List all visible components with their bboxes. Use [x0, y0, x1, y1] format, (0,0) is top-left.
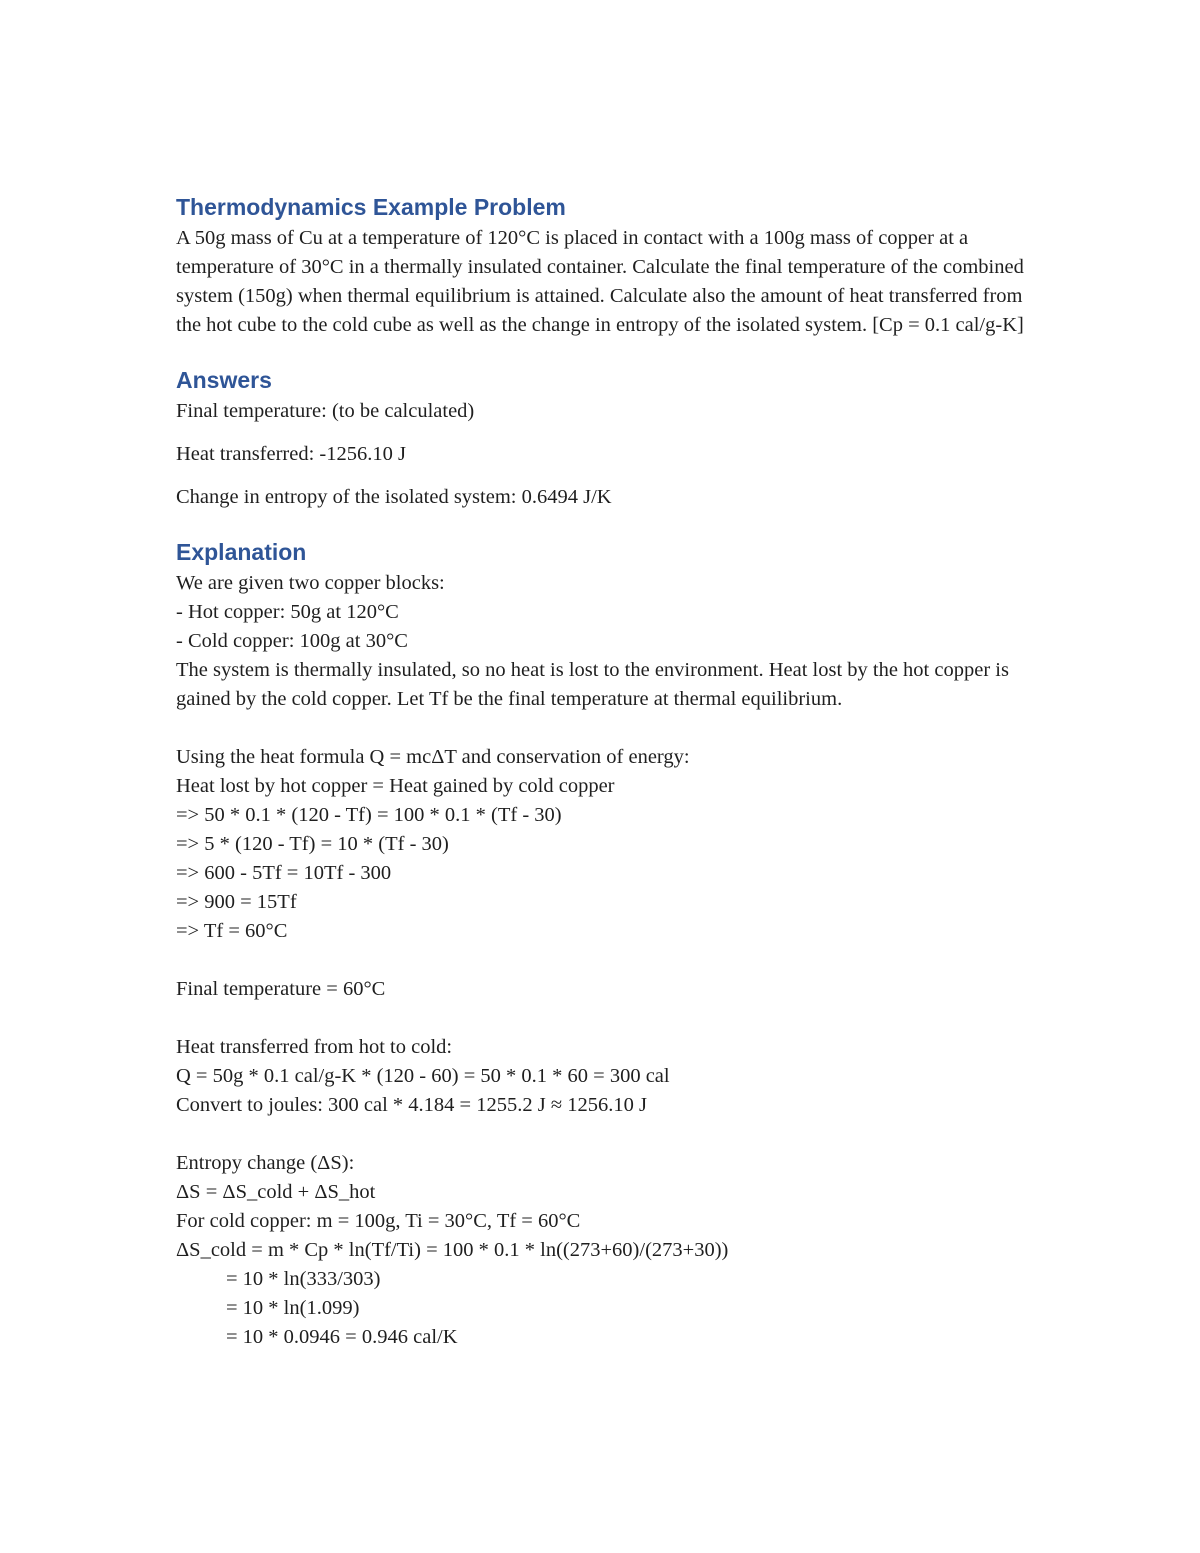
explanation-line: - Cold copper: 100g at 30°C — [176, 630, 408, 652]
entropy-indented-step: = 10 * ln(333/303) — [226, 1268, 381, 1290]
explanation-line: We are given two copper blocks: — [176, 572, 445, 594]
document-body — [176, 190, 1036, 1352]
energy-step: => 900 = 15Tf — [176, 891, 297, 913]
entropy-step: For cold copper: m = 100g, Ti = 30°C, Tf = 60°C — [176, 1210, 581, 1232]
answer-final-temperature: Final temperature: (to be calculated) — [176, 400, 475, 422]
energy-step: Using the heat formula Q = mcΔT and conservation of energy: — [176, 746, 690, 768]
explanation-heading: Explanation — [176, 539, 307, 565]
document-title: Thermodynamics Example Problem — [176, 194, 566, 220]
entropy-step: ΔS_cold = m * Cp * ln(Tf/Ti) = 100 * 0.1 * ln((273+60)/(273+30)) — [176, 1239, 729, 1261]
answers-heading: Answers — [176, 367, 272, 393]
heat-step: Convert to joules: 300 cal * 4.184 = 1255.2 J ≈ 1256.10 J — [176, 1094, 647, 1116]
explanation-line: - Hot copper: 50g at 120°C — [176, 601, 399, 623]
final-temperature-result: Final temperature = 60°C — [176, 978, 386, 1000]
entropy-indented-step: = 10 * 0.0946 = 0.946 cal/K — [226, 1326, 458, 1348]
answer-entropy-change: Change in entropy of the isolated system: 0.6494 J/K — [176, 486, 612, 508]
problem-statement: A 50g mass of Cu at a temperature of 120°C is placed in contact with a 100g mass of copper at a temperature of 30°C in a thermally insulated container. Calculate the final temperature of the combined system (150g) when thermal equilibrium is attained. Calculate also the amount of heat transferred from the hot cube to the cold cube as well as the change in entropy of the isolated system. [Cp = 0.1 cal/g-K] — [176, 227, 1024, 336]
heat-step: Q = 50g * 0.1 cal/g-K * (120 - 60) = 50 * 0.1 * 60 = 300 cal — [176, 1065, 670, 1087]
entropy-indented-step: = 10 * ln(1.099) — [226, 1297, 360, 1319]
system-note: The system is thermally insulated, so no heat is lost to the environment. Heat lost by the hot copper is gained by the cold copper. Let Tf be the final temperature at thermal equilibrium. — [176, 659, 1009, 710]
energy-step: => 50 * 0.1 * (120 - Tf) = 100 * 0.1 * (Tf - 30) — [176, 804, 562, 826]
energy-step: Heat lost by hot copper = Heat gained by cold copper — [176, 775, 615, 797]
energy-step: => 5 * (120 - Tf) = 10 * (Tf - 30) — [176, 833, 449, 855]
energy-step: => Tf = 60°C — [176, 920, 288, 942]
answer-heat-transferred: Heat transferred: -1256.10 J — [176, 443, 406, 465]
entropy-step: ΔS = ΔS_cold + ΔS_hot — [176, 1181, 376, 1203]
entropy-step: Entropy change (ΔS): — [176, 1152, 355, 1174]
energy-step: => 600 - 5Tf = 10Tf - 300 — [176, 862, 392, 884]
heat-step: Heat transferred from hot to cold: — [176, 1036, 453, 1058]
